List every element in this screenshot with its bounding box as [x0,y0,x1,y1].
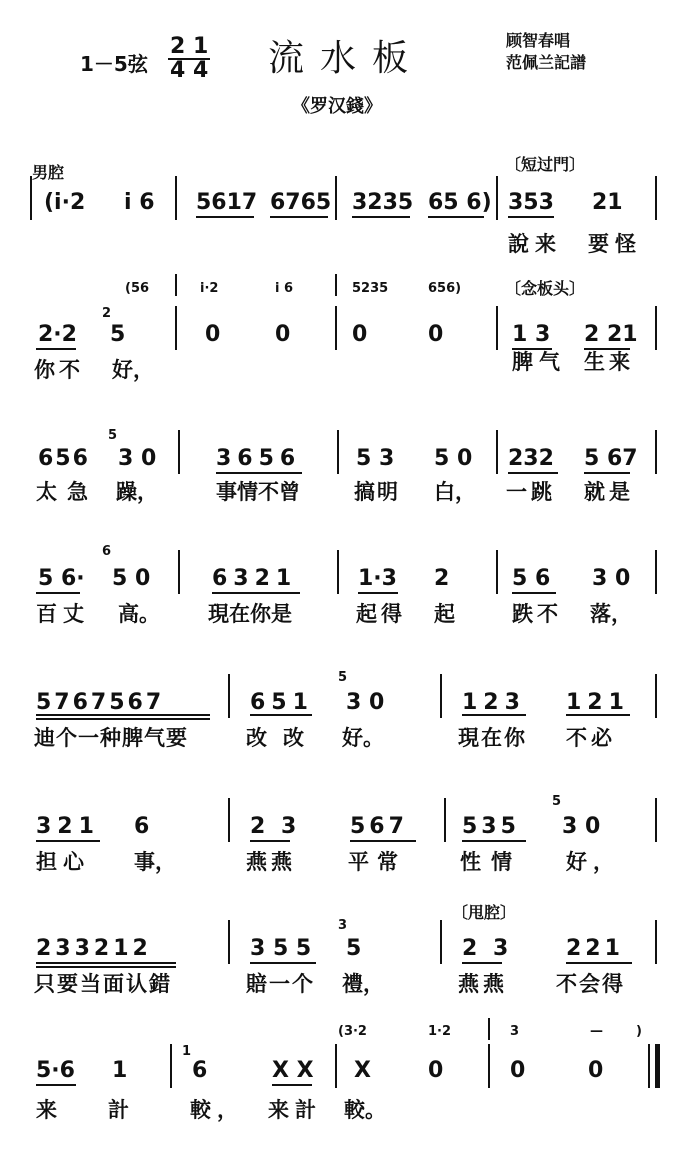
singer-credit: 顾智春唱 [506,31,571,50]
lyric: 高。 [118,602,160,626]
lyric: 平常 [348,850,406,874]
note: 0 [275,322,291,347]
underline [508,216,554,218]
lyric: 計 [108,1098,129,1122]
note: 0 [510,1058,526,1083]
lyric: 太急 [36,480,98,504]
note-group: 5 6· [38,566,85,591]
note-group: 221 [566,936,624,961]
bar-line [175,306,177,350]
underline [462,962,502,964]
lyric: 只要当面认錯 [34,972,172,996]
note-group: 2 21 [584,322,638,347]
note-group: 567 [350,814,408,839]
lyric: 要怪 [588,232,642,256]
underline [36,840,100,842]
note: 0 [352,322,368,347]
lyric: 就是 [584,480,634,504]
final-bar-thick [655,1044,660,1088]
lyric: 燕燕 [458,972,508,996]
lyric: 現在你是 [208,602,292,626]
underline [250,840,290,842]
note-group: 5·6 [36,1058,75,1083]
note-group: 6321 [212,566,298,591]
bar-line [178,430,180,474]
lyric: 好， [112,358,154,382]
grace-note: 2 [102,306,112,321]
lyric: 不会得 [556,972,625,996]
bar-line [496,176,498,220]
bar-line [178,550,180,594]
time-signature-top: 2 1 [170,34,209,59]
bar-line [496,430,498,474]
underline [512,592,556,594]
note-group: 123 [462,690,526,715]
accompaniment: (56 [125,281,150,296]
underline [462,840,526,842]
note-group: 3 0 [592,566,631,591]
time-signature [168,36,210,82]
bar-line [175,176,177,220]
key-signature: 1－5弦 [80,52,148,76]
bar-line [337,550,339,594]
bar-line [655,920,657,964]
underline [196,216,254,218]
note-group: 5617 [196,190,258,215]
bar-line [655,430,657,474]
note-group: (i·2 [44,190,86,215]
credits [506,30,586,74]
note-group: 3 5 5 [250,936,312,961]
underline [358,592,398,594]
bar-line [175,274,177,296]
bar-line [228,920,230,964]
underline [566,714,630,716]
accompaniment: 3 [510,1024,520,1039]
bar-line [335,274,337,296]
note: X [354,1058,371,1083]
note-group: 5 6 [512,566,551,591]
underline [36,962,176,964]
note-group: 21 [592,190,623,215]
note-group: 3235 [352,190,414,215]
note-group: 3656 [216,446,302,471]
underline [566,962,632,964]
final-bar-thin [648,1044,650,1088]
shuaiqiang-label: 〔甩腔〕 [452,903,517,922]
bar-line [335,1044,337,1088]
underline [428,216,484,218]
grace-note: 5 [338,670,348,685]
underline [36,1084,76,1086]
grace-note: 6 [102,544,112,559]
underline [584,472,630,474]
grace-note: 1 [182,1044,192,1059]
note-group: 232 [508,446,554,471]
underline [212,592,300,594]
lyric: 禮， [342,972,384,996]
note-group: 656 [38,446,90,471]
bar-line [488,1044,490,1088]
bar-line [170,1044,172,1088]
note-group: 5 3 [356,446,395,471]
bar-line [655,176,657,220]
lyric: 来計 [268,1098,322,1122]
lyric: 百丈 [36,602,90,626]
lyric: 跌不 [512,602,562,626]
lyric: 搞明 [354,480,400,504]
accompaniment: ) [636,1024,642,1039]
note-group: 5 67 [584,446,638,471]
note: 6 [192,1058,208,1083]
lyric: 起 [434,602,455,626]
note: 5 [346,936,362,961]
underline [272,1084,312,1086]
lyric: 来 [36,1098,57,1122]
note-group: 651 [250,690,314,715]
lyric: 好。 [342,726,384,750]
note: 0 [428,322,444,347]
lyric: 好， [566,850,620,874]
lyric: 起得 [356,602,406,626]
lyric: 賠一个 [246,972,315,996]
lyric: 事情不曾 [216,480,300,504]
time-signature-bottom: 4 4 [170,58,209,83]
bar-line [440,920,442,964]
grace-note: 3 [338,918,348,933]
underline [36,714,210,716]
note: 0 [428,1058,444,1083]
bar-line [496,550,498,594]
note-group: i 6 [124,190,155,215]
lyric: 落， [590,602,632,626]
note-group: 6765 [270,190,332,215]
note-group: 1 3 [512,322,551,347]
lyric: 較， [190,1098,244,1122]
bar-line [440,674,442,718]
lyric: 你不 [34,358,84,382]
bar-line [228,674,230,718]
note-group: 5 0 [434,446,473,471]
lyric: 說来 [508,232,562,256]
accompaniment: i·2 [200,281,219,296]
lyric: 迪个一种脾气要 [34,726,188,750]
note: 1 [112,1058,128,1083]
lyric: 担心 [36,850,90,874]
lyric: 較。 [344,1098,386,1122]
underline [508,472,558,474]
page-title: 流水板 [268,38,425,79]
bar-line [488,1018,490,1040]
lyric: 一跳 [506,480,556,504]
note-group: 5 0 [112,566,151,591]
male-voice-label: 男腔 [32,163,65,182]
note-group: 535 [462,814,520,839]
underline [36,592,80,594]
note-group: 3 0 [346,690,385,715]
subtitle: 《罗汉錢》 [292,96,382,117]
notator-credit: 范佩兰記譜 [506,53,587,72]
note-group: 233212 [36,936,152,961]
note-group: 65 6) [428,190,492,215]
bar-line [228,798,230,842]
bar-line [335,176,337,220]
lyric: 現在你 [458,726,527,750]
note-group: 2 3 [462,936,513,961]
note-group: 5 [110,322,126,347]
bar-line [337,430,339,474]
bar-line [496,306,498,350]
lyric: 躁， [116,480,158,504]
accompaniment: i 6 [275,281,294,296]
accompaniment: 5235 [352,281,389,296]
note: 6 [134,814,150,839]
accompaniment: 1·2 [428,1024,452,1039]
note-group: 2 3 [250,814,301,839]
note-group: 3 0 [562,814,601,839]
accompaniment: (3·2 [338,1024,367,1039]
lyric: 生来 [584,350,634,374]
underline [36,348,76,350]
bar-line [655,798,657,842]
underline [250,962,316,964]
accompaniment: 656) [428,281,462,296]
note-group: 121 [566,690,630,715]
bar-line [30,176,32,220]
bar-line [444,798,446,842]
lyric: 脾气 [512,350,566,374]
lyric: 事， [134,850,176,874]
bar-line [655,306,657,350]
underline [270,216,328,218]
bar-line [335,306,337,350]
underline [216,472,302,474]
lyric: 白， [434,480,476,504]
grace-note: 5 [108,428,118,443]
note-group: 321 [36,814,100,839]
note-group: 2·2 [38,322,77,347]
underline [250,714,312,716]
note-group: 3 0 [118,446,157,471]
accompaniment: — [590,1024,603,1039]
lyric: 燕燕 [246,850,296,874]
underline [350,840,416,842]
nianbantou-label: 〔念板头〕 [505,279,586,298]
lyric: 改改 [246,726,320,750]
note-group: 1·3 [358,566,397,591]
grace-note: 5 [552,794,562,809]
bar-line [655,550,657,594]
lyric: 性情 [460,850,522,874]
underline [36,718,210,720]
underline [462,714,526,716]
note-group: 353 [508,190,554,215]
note: 0 [205,322,221,347]
note-group: X X [272,1058,314,1083]
interlude-label: 〔短过門〕 [505,155,586,174]
lyric: 不必 [566,726,616,750]
note-group: 5767567 [36,690,165,715]
note: 0 [588,1058,604,1083]
underline [352,216,410,218]
note: 2 [434,566,450,591]
bar-line [655,674,657,718]
